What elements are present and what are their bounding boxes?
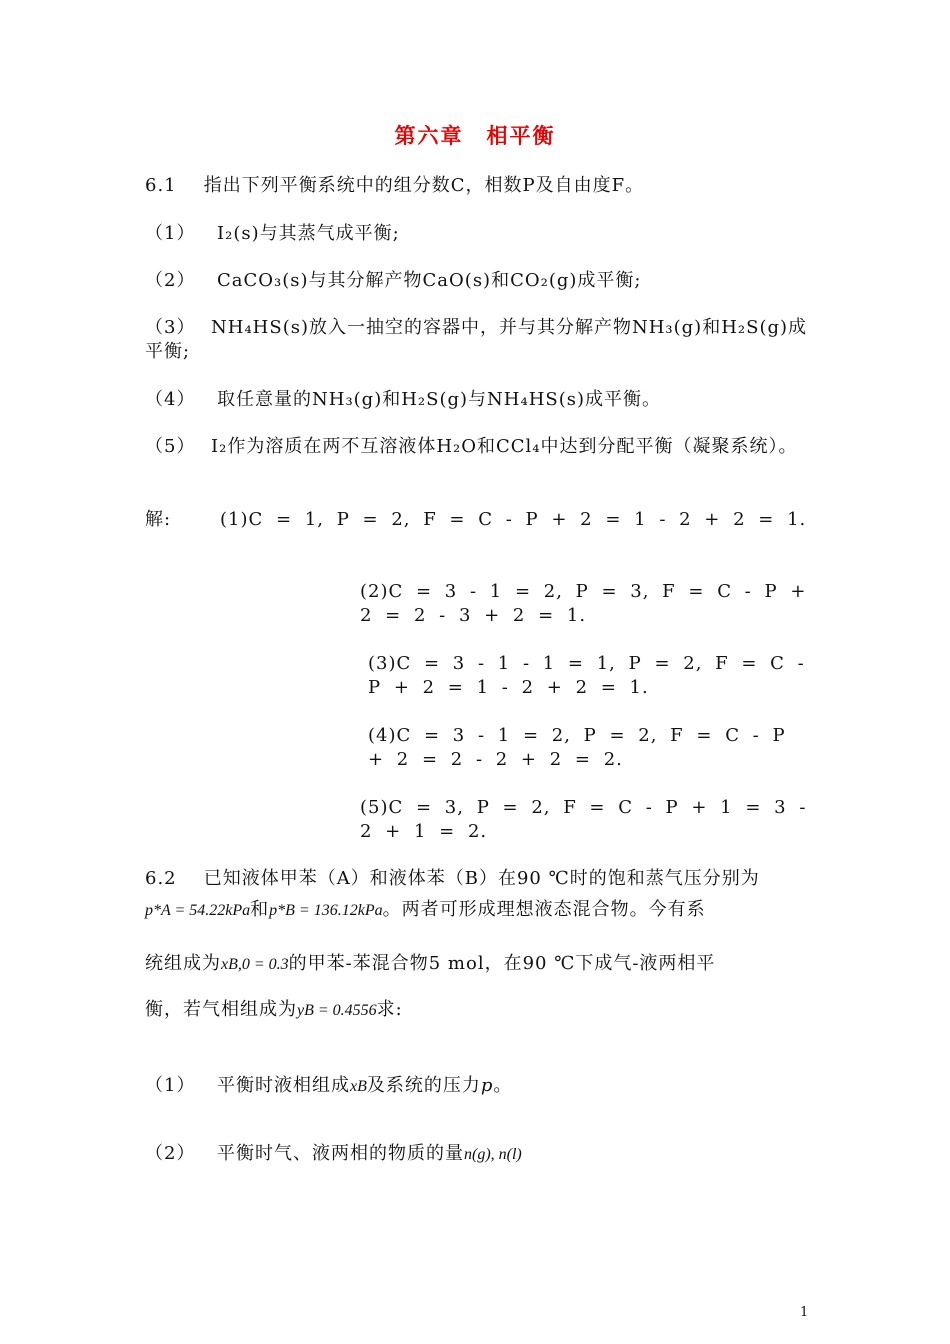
- question-text: 统组成为: [145, 953, 221, 974]
- item-2: [145, 269, 810, 293]
- item-3: [145, 316, 810, 364]
- item-label: （1）: [145, 223, 196, 244]
- item-label: （3）: [145, 317, 196, 338]
- n-formula: n(g), n(l): [464, 1146, 522, 1163]
- question-text: 。两者可形成理想液态混合物。今有系: [382, 899, 706, 920]
- sub-question-2: [145, 1142, 810, 1167]
- item-label: （4）: [145, 389, 196, 410]
- item-text: NH₄HS(s)放入一抽空的容器中，并与其分解产物NH₃(g)和H₂S(g)成平衡;: [145, 317, 808, 362]
- item-5: [145, 435, 810, 459]
- question-6-1: [145, 174, 810, 198]
- pA-formula: p*A = 54.22kPa: [145, 902, 251, 919]
- question-text: 指出下列平衡系统中的组分数C，相数P及自由度F。: [203, 175, 645, 196]
- solution-line-1: (1)C = 1, P = 2, F = C - P + 2 = 1 - 2 + 2 = 1.: [220, 509, 807, 530]
- question-text: 衡，若气相组成为: [145, 999, 297, 1020]
- item-text: CaCO₃(s)与其分解产物CaO(s)和CO₂(g)成平衡;: [217, 270, 642, 291]
- question-number: 6.1: [145, 175, 177, 196]
- question-6-2-line-3: [145, 952, 810, 977]
- item-text: 。: [493, 1075, 513, 1096]
- item-label: （5）: [145, 436, 196, 457]
- solution-label: 解:: [145, 509, 172, 530]
- pB-formula: p*B = 136.12kPa: [269, 902, 383, 919]
- item-text: 平衡时液相组成: [217, 1075, 350, 1096]
- sub-question-1: [145, 1074, 810, 1099]
- item-4: [145, 388, 810, 412]
- question-6-2: [145, 867, 810, 891]
- question-6-2-line-2: [145, 898, 810, 923]
- item-text: 取任意量的NH₃(g)和H₂S(g)与NH₄HS(s)成平衡。: [217, 389, 662, 410]
- item-1: [145, 222, 810, 246]
- page-number: 1: [800, 1305, 809, 1320]
- item-label: （2）: [145, 1143, 196, 1164]
- p-variable: p: [480, 1075, 494, 1096]
- chapter-title: 第六章 相平衡: [394, 123, 556, 148]
- question-6-2-line-4: [145, 998, 810, 1023]
- connector-and: 和: [250, 899, 270, 920]
- item-label: （1）: [145, 1075, 196, 1096]
- solution-line-2: (2)C = 3 - 1 = 2, P = 3, F = C - P + 2 = 2 - 3 + 2 = 1.: [360, 581, 807, 626]
- question-number: 6.2: [145, 868, 177, 889]
- question-text: 的甲苯-苯混合物5 mol，在90 ℃下成气-液两相平: [288, 953, 716, 974]
- item-text: 及系统的压力: [366, 1075, 481, 1096]
- solution-line-3: (3)C = 3 - 1 - 1 = 1, P = 2, F = C - P + 2 = 1 - 2 + 2 = 1.: [368, 653, 805, 698]
- solution-line-4: (4)C = 3 - 1 = 2, P = 2, F = C - P + 2 = 2 - 2 + 2 = 2.: [368, 725, 786, 770]
- yB-formula: yB = 0.4556: [297, 1002, 377, 1019]
- solution-line-5: (5)C = 3, P = 2, F = C - P + 1 = 3 - 2 + 1 = 2.: [360, 797, 807, 842]
- item-text: I₂(s)与其蒸气成平衡;: [217, 223, 400, 244]
- xB-formula: xB: [350, 1078, 367, 1095]
- question-text: 已知液体甲苯（A）和液体苯（B）在90 ℃时的饱和蒸气压分别为: [203, 868, 760, 889]
- xB0-formula: xB,0 = 0.3: [221, 956, 289, 973]
- item-text: I₂作为溶质在两不互溶液体H₂O和CCl₄中达到分配平衡（凝聚系统）。: [211, 436, 798, 457]
- item-label: （2）: [145, 270, 196, 291]
- item-text: 平衡时气、液两相的物质的量: [217, 1143, 464, 1164]
- question-text: 求:: [376, 999, 403, 1020]
